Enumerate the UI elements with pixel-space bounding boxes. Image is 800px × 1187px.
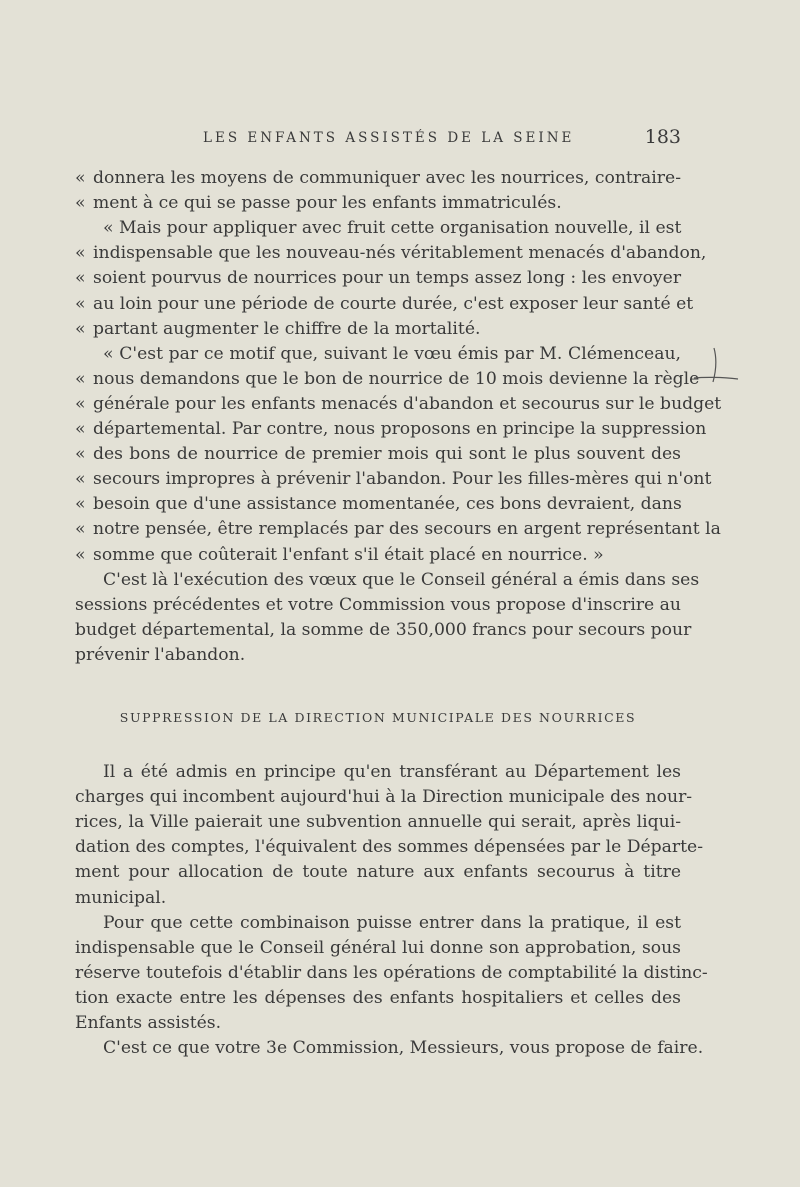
text-line	[75, 936, 681, 961]
text-line	[75, 961, 708, 986]
quote-mark: «	[75, 444, 86, 465]
quote-mark: «	[75, 419, 86, 439]
page-number: 183	[644, 126, 681, 148]
text-line-content: départemental. Par contre, nous proposons en principe la suppression	[93, 419, 707, 439]
text-line-content: secours impropres à prévenir l'abandon. Pour les filles-mères qui n'ont	[93, 469, 712, 490]
quote-mark: «	[75, 544, 86, 565]
running-title: LES ENFANTS ASSISTÉS DE LA SEINE	[203, 130, 575, 146]
text-line	[75, 593, 681, 618]
quote-mark: «	[75, 293, 86, 314]
text-line-content: nous demandons que le bon de nourrice de 10 mois devienne la règle	[93, 368, 700, 389]
text-line	[75, 392, 722, 417]
quote-mark: «	[75, 243, 86, 264]
text-line-content: soient pourvus de nourrices pour un temps assez long : les envoyer	[93, 268, 682, 289]
quote-mark: «	[75, 368, 86, 389]
text-line-content: générale pour les enfants menacés d'abandon et secourus sur le budget	[93, 393, 722, 414]
text-line	[75, 760, 681, 785]
text-line	[75, 241, 707, 266]
text-line-content: indispensable que le Conseil général lui donne son approbation, sous	[75, 937, 681, 958]
quote-mark: «	[75, 193, 86, 214]
text-line	[75, 317, 681, 342]
margin-pencil-mark-icon	[692, 345, 740, 405]
quote-mark: «	[75, 469, 86, 490]
text-line-content: charges qui incombent aujourd'hui à la Direction municipale des nour-	[75, 787, 693, 808]
text-line-content: des bons de nourrice de premier mois qui sont le plus souvent des	[93, 444, 681, 465]
text-line-content: ment à ce qui se passe pour les enfants immatriculés.	[93, 193, 562, 214]
text-line	[75, 1011, 681, 1036]
text-line	[75, 492, 681, 517]
section-heading: SUPPRESSION DE LA DIRECTION MUNICIPALE DES NOURRICES	[119, 710, 637, 725]
text-line-content: tion exacte entre les dépenses des enfants hospitaliers et celles des	[75, 987, 681, 1008]
text-line	[75, 467, 712, 492]
quote-mark: «	[75, 519, 86, 540]
text-line	[75, 216, 681, 241]
text-line-content: sessions précédentes et votre Commission vous propose d'inscrire au	[75, 594, 681, 615]
quote-mark: «	[75, 318, 86, 339]
text-line	[75, 986, 681, 1011]
text-line	[75, 417, 707, 442]
text-line-content: « Mais pour appliquer avec fruit cette organisation nouvelle, il est	[103, 218, 682, 239]
text-line	[75, 835, 704, 860]
text-line-content: rices, la Ville paierait une subvention annuelle qui serait, après liqui-	[75, 812, 681, 833]
text-line-content: Pour que cette combinaison puisse entrer dans la pratique, il est	[103, 912, 681, 933]
text-line-content: Il a été admis en principe qu'en transférant au Département les	[103, 762, 681, 782]
text-line	[75, 543, 681, 568]
quote-mark: «	[75, 494, 86, 515]
text-line-content: besoin que d'une assistance momentanée, ces bons devraient, dans	[93, 494, 682, 515]
text-line	[75, 517, 721, 542]
text-line	[75, 1036, 704, 1061]
text-line	[75, 442, 681, 467]
text-line	[75, 911, 681, 936]
running-head	[75, 126, 681, 150]
text-line-content: donnera les moyens de communiquer avec les nourrices, contraire-	[93, 168, 681, 188]
text-line	[75, 810, 681, 835]
text-line-content: prévenir l'abandon.	[75, 644, 246, 665]
text-line-content: au loin pour une période de courte durée, c'est exposer leur santé et	[93, 293, 694, 314]
text-line-content: réserve toutefois d'établir dans les opérations de comptabilité la distinc-	[75, 962, 708, 983]
text-line-content: dation des comptes, l'équivalent des sommes dépensées par le Départe-	[75, 837, 704, 858]
text-line-content: somme que coûterait l'enfant s'il était placé en nourrice. »	[93, 544, 604, 565]
text-line-content: municipal.	[75, 887, 167, 908]
text-line-content: ment pour allocation de toute nature aux enfants secourus à titre	[75, 862, 681, 883]
text-line	[75, 292, 694, 317]
text-line-content: partant augmenter le chiffre de la mortalité.	[93, 318, 481, 339]
text-line	[75, 618, 692, 643]
text-line-content: C'est ce que votre 3e Commission, Messieurs, vous propose de faire.	[103, 1038, 704, 1059]
text-line-content: indispensable que les nouveau-nés véritablement menacés d'abandon,	[93, 243, 707, 264]
text-line-content: notre pensée, être remplacés par des secours en argent représentant la	[93, 519, 721, 540]
quote-mark: «	[75, 168, 86, 188]
text-line	[75, 367, 700, 392]
text-line	[75, 166, 681, 191]
text-line	[75, 342, 681, 367]
text-line	[75, 266, 681, 291]
quote-mark: «	[75, 393, 86, 414]
text-line-content: C'est là l'exécution des vœux que le Conseil général a émis dans ses	[103, 569, 700, 590]
text-line	[75, 643, 681, 668]
text-line-content: Enfants assistés.	[75, 1013, 222, 1033]
text-line	[75, 886, 681, 911]
text-line	[75, 785, 693, 810]
text-line-content: « C'est par ce motif que, suivant le vœu émis par M. Clémenceau,	[103, 343, 681, 364]
text-line-content: budget départemental, la somme de 350,000 francs pour secours pour	[75, 619, 692, 640]
quote-mark: «	[75, 268, 86, 289]
text-line	[75, 191, 681, 216]
text-line	[75, 860, 681, 885]
text-line	[75, 568, 700, 593]
